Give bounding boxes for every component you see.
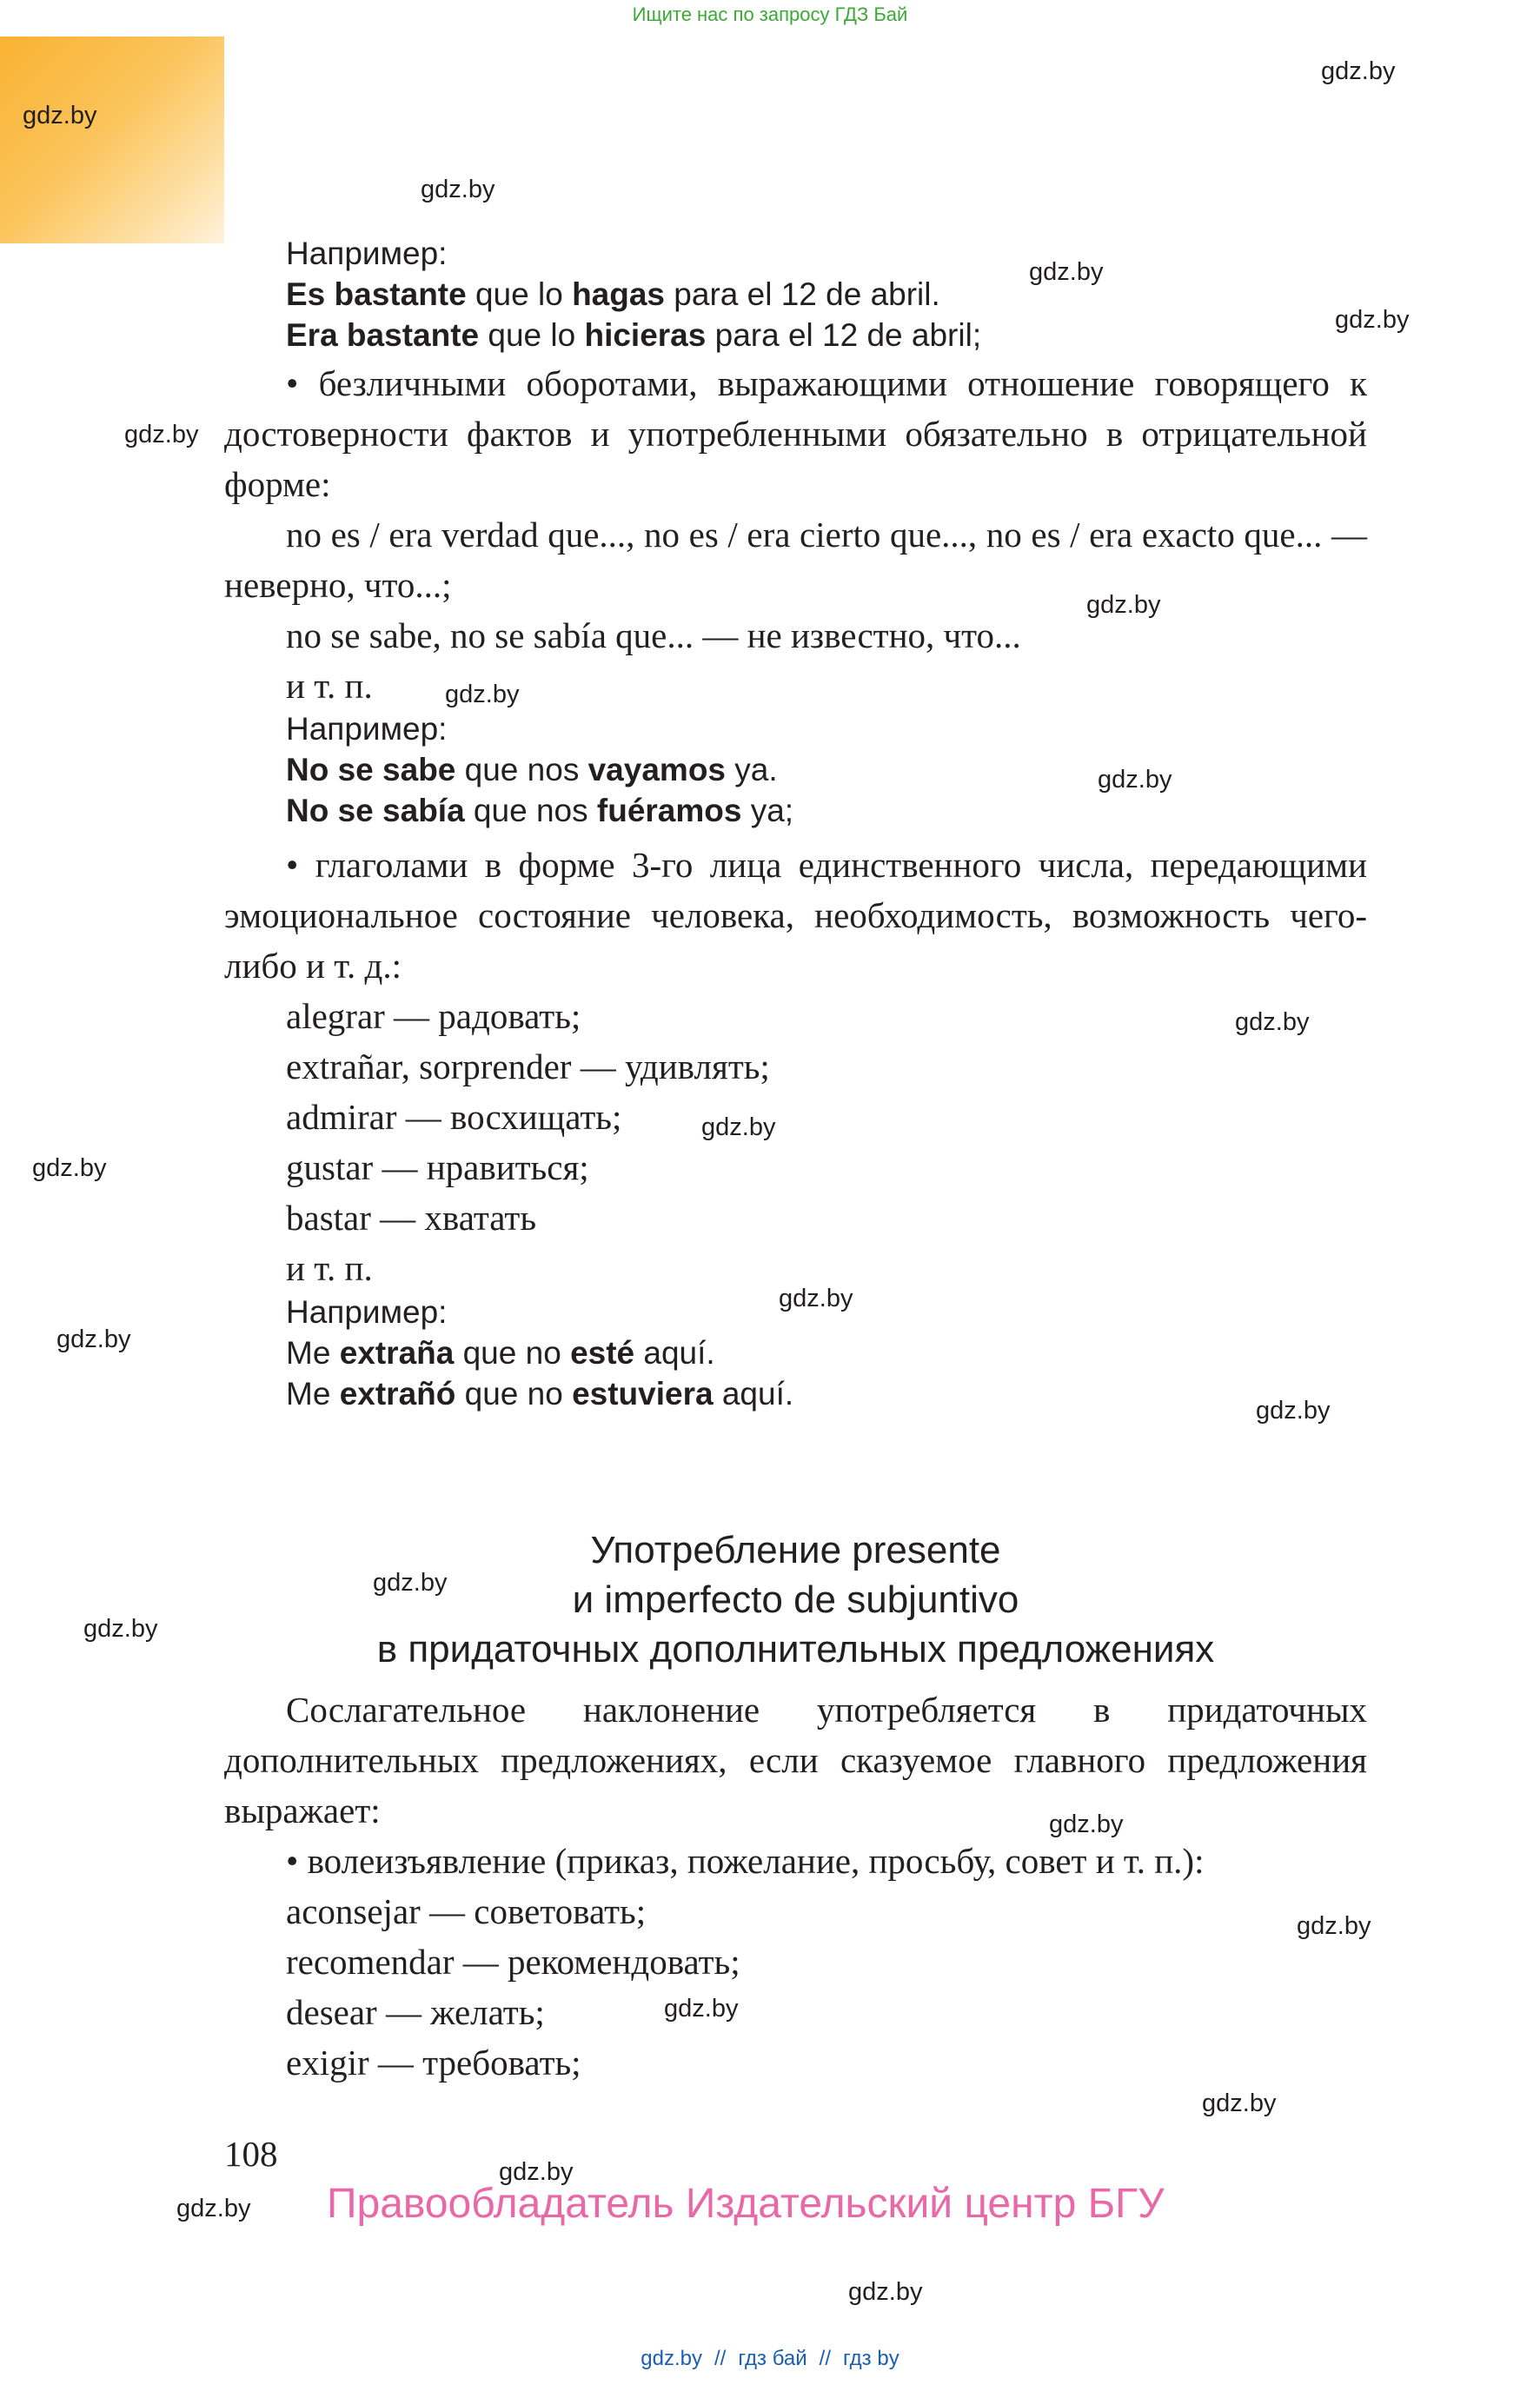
example-line: Es bastante que lo hagas para el 12 de abril. [286,276,940,312]
verb-item: desear — желать; [286,1992,545,2032]
example-block-1 [286,233,981,355]
verb-item: bastar — хватать [286,1198,537,1238]
verb-item: aconsejar — советовать; [286,1891,647,1931]
watermark: gdz.by [1321,57,1396,85]
watermark: gdz.by [1098,766,1172,794]
top-note[interactable]: Ищите нас по запросу ГДЗ Бай [632,3,908,25]
footer-separator: // [819,2347,831,2370]
watermark: gdz.by [373,1569,448,1597]
watermark: gdz.by [23,102,97,130]
etc-1: и т. п. [286,666,373,706]
paragraph-no-se-sabe: no se sabe, no se sabía que... — не известно, что... [286,615,1021,655]
heading-line: в придаточных дополнительных предложениях [376,1628,1215,1671]
watermark: gdz.by [779,1285,853,1312]
verb-item: recomendar — рекомендовать; [286,1942,740,1982]
watermark: gdz.by [701,1113,776,1141]
page-number: 108 [224,2134,278,2174]
watermark: gdz.by [32,1154,107,1182]
corner-decoration [0,37,224,243]
example-block-2 [286,708,793,831]
watermark: gdz.by [1049,1810,1124,1838]
watermark: gdz.by [664,1995,739,2023]
footer-links [0,2347,1540,2371]
section-heading [224,1525,1367,1674]
example-line: No se sabía que nos fuéramos ya; [286,793,794,828]
paragraph-subjunctive: Сослагательное наклонение употребляется в придаточных дополнительных предложениях, если сказуемое главного предложения выражает: [224,1690,1367,1830]
footer-separator: // [714,2347,727,2370]
verb-item: exigir — требовать; [286,2043,581,2083]
watermark: gdz.by [1335,306,1410,334]
watermark: gdz.by [421,176,495,203]
example-lead: Например: [286,1294,448,1330]
footer-link[interactable]: гдз by [843,2347,899,2370]
watermark: gdz.by [1256,1397,1331,1425]
watermark: gdz.by [1235,1008,1310,1036]
example-block-3 [286,1292,793,1414]
paragraph-verbs: • глаголами в форме 3-го лица единственного числа, передающими эмоциональное состояние человека, необходимость, возможность чего-либо и т. д.: [224,845,1367,986]
etc-2: и т. п. [286,1248,373,1288]
example-line: Me extraña que no esté aquí. [286,1335,715,1371]
verb-item: admirar — восхищать; [286,1097,622,1137]
watermark: gdz.by [1202,2089,1277,2117]
paragraph-phrases: no es / era verdad que..., no es / era cierto que..., no es / era exacto que... — неверно, что...; [224,515,1367,605]
watermark: gdz.by [1086,591,1161,619]
footer-link[interactable]: гдз бай [738,2347,807,2370]
paragraph-impersonal: • безличными оборотами, выражающими отношение говорящего к достоверности фактов и употребленными обязательно в отрицательной форме: [224,363,1367,504]
watermark: gdz.by [56,1325,131,1353]
watermark: gdz.by [83,1615,158,1643]
watermark: gdz.by [1297,1912,1371,1940]
verb-item: alegrar — радовать; [286,996,581,1036]
watermark: gdz.by [1029,258,1104,286]
example-line: No se sabe que nos vayamos ya. [286,752,778,787]
footer-link[interactable]: gdz.by [641,2347,702,2370]
example-lead: Например: [286,236,448,271]
watermark: gdz.by [124,421,199,448]
example-lead: Например: [286,711,448,747]
watermark: gdz.by [176,2195,251,2222]
example-line: Me extrañó que no estuviera aquí. [286,1376,794,1412]
verb-item: gustar — нравиться; [286,1147,589,1187]
copyright-notice: Правообладатель Издательский центр БГУ [327,2181,1165,2227]
watermark: gdz.by [499,2158,574,2186]
verb-item: extrañar, sorprender — удивлять; [286,1046,770,1086]
heading-line: и imperfecto de subjuntivo [572,1578,1019,1621]
heading-line: Употребление presente [590,1529,1001,1571]
watermark: gdz.by [848,2278,923,2306]
example-line: Era bastante que lo hicieras para el 12 de abril; [286,317,982,353]
watermark: gdz.by [445,681,520,708]
bullet-volition: • волеизъявление (приказ, пожелание, просьбу, совет и т. п.): [286,1841,1205,1881]
